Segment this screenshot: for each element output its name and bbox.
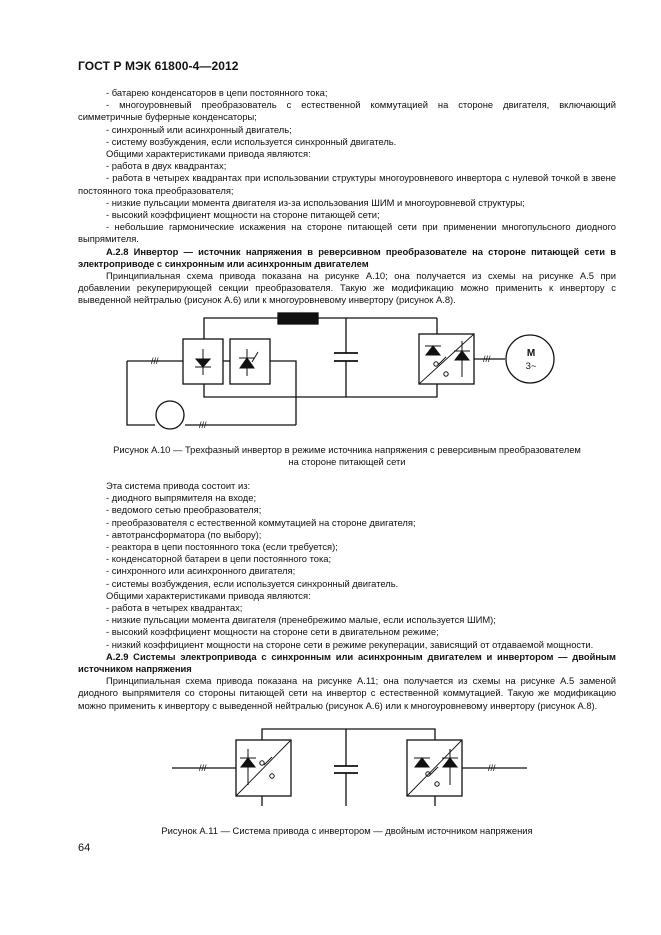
list-item: - работа в двух квадрантах; xyxy=(106,160,227,172)
list-item: - высокий коэффициент мощности на стороне сети в двигательном режиме; xyxy=(106,626,439,638)
list-item: - диодного выпрямителя на входе; xyxy=(106,492,257,504)
page-number: 64 xyxy=(78,842,91,854)
svg-text:///: /// xyxy=(151,356,159,366)
dc-reactor xyxy=(278,313,318,324)
motor-symbol xyxy=(506,335,554,383)
list-item: - синхронного или асинхронного двигателя; xyxy=(106,565,296,577)
motor-label-phase: 3~ xyxy=(525,361,537,372)
svg-text:///: /// xyxy=(199,420,207,430)
list-item: - реактора в цепи постоянного тока (если требуется); xyxy=(106,541,338,553)
list-item: - работа в четырех квадрантах при использовании структуры многоуровневого инвертора с нулевой точкой в звене постоянного тока преобразователя; xyxy=(78,172,616,196)
list-item: - конденсаторной батареи в цепи постоянного тока; xyxy=(106,553,332,565)
caption-line: Рисунок А.10 — Трехфазный инвертор в режиме источника напряжения с реверсивным преобразователем xyxy=(113,444,581,455)
section-heading-a29: А.2.9 Системы электропривода с синхронным или асинхронным двигателем и инвертором — двойным источником напряжения xyxy=(78,650,616,675)
figure-a10-diagram xyxy=(0,305,661,430)
list-item: Эта система привода состоит из: xyxy=(106,480,251,491)
list-item: - низкие пульсации момента двигателя (пренебрежимо малые, если используется ШИМ); xyxy=(106,614,496,626)
svg-text:///: /// xyxy=(199,763,207,773)
page-header: ГОСТ Р МЭК 61800-4—2012 xyxy=(78,59,239,73)
list-item: - батарею конденсаторов в цепи постоянного тока; xyxy=(106,87,328,98)
characteristics-list-bottom xyxy=(78,480,616,712)
svg-text:///: /// xyxy=(488,763,496,773)
list-item: - работа в четырех квадрантах; xyxy=(106,602,243,614)
section-heading-a28: А.2.8 Инвертор — источник напряжения в реверсивном преобразователе на стороне питающей сети в электроприводе с синхронным или асинхронным двигателем xyxy=(78,245,616,269)
list-item: - систему возбуждения, если используется синхронный двигатель. xyxy=(106,135,397,147)
svg-text:///: /// xyxy=(483,354,491,364)
list-item: - ведомого сетью преобразователя; xyxy=(106,504,262,516)
list-item: - небольшие гармонические искажения на стороне питающей сети при применении многопульсного диодного выпрямителя. xyxy=(78,221,616,245)
list-item: - низкие пульсации момента двигателя из-за использования ШИМ и многоуровневой структуры; xyxy=(106,196,525,208)
figure-a11-caption: Рисунок А.11 — Система привода с инвертором — двойным источником напряжения xyxy=(161,825,533,836)
list-item: - многоуровневый преобразователь с естественной коммутацией на стороне двигателя, включающий симметричные буферные конденсаторы; xyxy=(78,99,616,123)
list-item: - системы возбуждения, если используется синхронный двигатель. xyxy=(106,577,399,589)
list-item: - высокий коэффициент мощности на стороне питающей сети; xyxy=(106,209,380,221)
figure-a11-diagram xyxy=(0,726,661,806)
caption-line: на стороне питающей сети xyxy=(288,456,406,468)
list-item: - синхронный или асинхронный двигатель; xyxy=(106,123,292,135)
figure-a10-caption xyxy=(78,444,616,468)
list-item: - преобразователя с естественной коммутацией на стороне двигателя; xyxy=(106,516,416,528)
motor-label-m: M xyxy=(526,348,536,359)
list-item: Общими характеристиками привода являются: xyxy=(106,589,311,601)
characteristics-list-top xyxy=(78,87,616,307)
list-item: Общими характеристиками привода являются: xyxy=(106,148,311,160)
section-text-a29: Принципиальная схема привода показана на рисунке А.11; она получается из схемы на рисунке А.5 заменой диодного выпрямителя со стороны питающей сети на инвертор с естественной коммутацией. Такую же модификацию можно применить к инвертору с выведенной нейтралью (рисунок А.6) или к многоуровневому инвертору (рисунок А.8). xyxy=(78,675,616,711)
list-item: - низкий коэффициент мощности на стороне сети в режиме рекуперации, зависящий от отдаваемой мощности. xyxy=(106,638,594,650)
list-item: - автотрансформатора (по выбору); xyxy=(106,528,262,540)
section-text-a28: Принципиальная схема привода показана на рисунке А.10; она получается из схемы на рисунке А.5 при добавлении рекуперирующей секции преобразователя. Такую же модификацию можно применить к инвертору с выведенной нейтралью (рисунок А.6) или к многоуровневому инвертору (рисунок А.8). xyxy=(78,270,616,306)
